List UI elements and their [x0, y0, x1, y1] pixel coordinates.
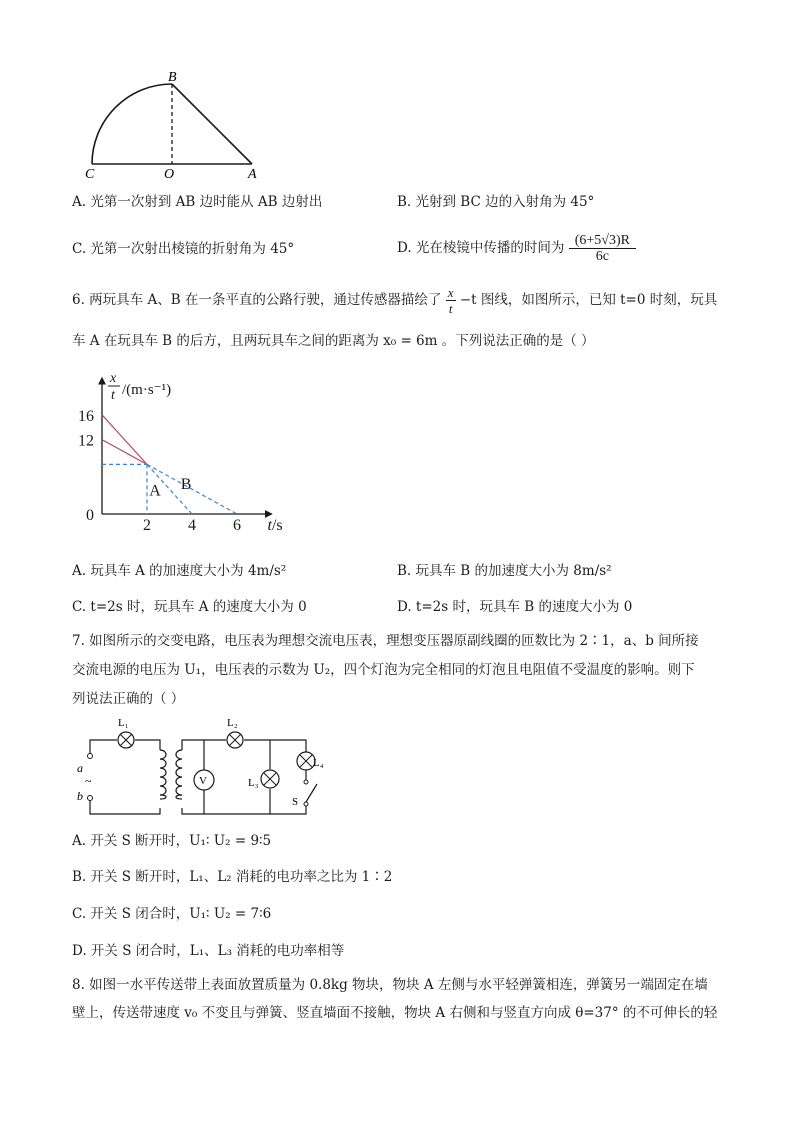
q6-option-b: B. 玩具车 B 的加速度大小为 8m/s²	[397, 563, 612, 579]
q6-stem-line2: 车 A 在玩具车 B 的后方，且两玩具车之间的距离为 x₀ = 6m 。下列说法正确的是（ ）	[72, 333, 595, 349]
q6-option-d: D. t=2s 时，玩具车 B 的速度大小为 0	[397, 599, 633, 615]
label-a: a	[77, 761, 83, 775]
primary-wire	[90, 800, 160, 814]
series-a-label: A	[149, 482, 161, 500]
label-l4: L₄	[313, 757, 324, 769]
q7-option-c: C. 开关 S 闭合时，U₁∶ U₂ = 7∶6	[72, 906, 272, 922]
terminal-a	[88, 754, 93, 759]
q6-option-a: A. 玩具车 A 的加速度大小为 4m/s²	[72, 563, 287, 579]
transformer-circuit	[70, 714, 330, 824]
q7-stem-line1: 7. 如图所示的交变电路，电压表为理想交流电压表，理想变压器原副线圈的匝数比为 2∶1，a、b 间所接	[72, 633, 699, 649]
primary-coil	[160, 750, 166, 799]
primary-wire	[135, 740, 160, 750]
q7-option-b: B. 开关 S 断开时，L₁、L₂ 消耗的电功率之比为 1∶2	[72, 869, 393, 885]
q8-stem-line2: 壁上，传送带速度 v₀ 不变且与弹簧、竖直墙面不接触，物块 A 右侧和与竖直方向成 θ=37° 的不可伸长的轻	[72, 1005, 718, 1021]
q5-option-c: C. 光第一次射出棱镜的折射角为 45°	[72, 241, 295, 257]
x-tick-label: 6	[233, 517, 241, 534]
label-a: A	[248, 167, 257, 180]
q8-stem-line1: 8. 如图一水平传送带上表面放置质量为 0.8kg 物块，物块 A 左侧与水平轻弹簧相连，弹簧另一端固定在墙	[72, 977, 708, 993]
q5-option-d-text: D. 光在棱镜中传播的时间为	[397, 240, 565, 256]
series-a-line-solid	[102, 415, 147, 465]
label-b: B	[168, 70, 177, 85]
q6-stem-text-a: 6. 两玩具车 A、B 在一条平直的公路行驶，通过传感器描绘了	[72, 292, 442, 308]
prism-arc	[92, 84, 172, 164]
lamp-l1	[118, 732, 134, 748]
q7-option-d: D. 开关 S 闭合时，L₁、L₃ 消耗的电功率相等	[72, 943, 345, 959]
voltmeter-label: V	[199, 775, 207, 787]
q6-option-c: C. t=2s 时，玩具车 A 的速度大小为 0	[72, 599, 307, 615]
q6-stem-fraction	[446, 285, 456, 316]
secondary-wire	[244, 740, 306, 752]
x-tick-label: 2	[143, 517, 151, 534]
lamp-l2	[227, 732, 243, 748]
y-tick-label: 12	[78, 432, 94, 450]
x-tick-label: 4	[188, 517, 196, 534]
x-axis-label: t/s	[267, 517, 283, 534]
terminal-b	[88, 796, 93, 801]
q7-stem-line3: 列说法正确的（ ）	[72, 691, 185, 707]
y-axis-label-numerator: x	[110, 371, 117, 386]
q6-stem-line1	[72, 282, 717, 318]
y-tick-label: 16	[78, 407, 94, 425]
series-b-label: B	[180, 476, 192, 494]
secondary-coil	[176, 750, 182, 799]
xt-chart	[70, 368, 310, 536]
y-axis-label-unit: /(m·s⁻¹)	[122, 382, 172, 398]
lamp-l3	[261, 770, 279, 788]
origin-label: 0	[86, 507, 94, 524]
q5-option-b: B. 光射到 BC 边的入射角为 45°	[397, 194, 595, 210]
fraction-numerator: x	[447, 285, 454, 300]
fraction-denominator: t	[448, 301, 453, 316]
switch-s	[306, 784, 317, 802]
secondary-wire	[182, 806, 306, 814]
ac-symbol: ~	[85, 774, 92, 788]
label-s: S	[292, 796, 299, 808]
label-l3: L₃	[248, 777, 259, 789]
q6-stem-text-b: −t 图线，如图所示，已知 t=0 时刻，玩具	[459, 292, 718, 308]
q5-option-d	[397, 226, 636, 270]
primary-wire	[90, 740, 117, 754]
label-b: b	[77, 789, 83, 803]
prism-figure	[80, 68, 270, 180]
q5-option-d-fraction	[569, 233, 636, 264]
q5-option-a: A. 光第一次射到 AB 边时能从 AB 边射出	[72, 194, 323, 210]
fraction-numerator: (6+5√3)R	[569, 233, 636, 249]
fraction-denominator: 6c	[595, 249, 609, 264]
label-o: O	[164, 167, 175, 180]
prism-edge-ab	[172, 84, 252, 164]
label-c: C	[85, 167, 95, 180]
series-b-line-solid	[102, 440, 147, 465]
y-axis-label-denominator: t	[111, 388, 115, 403]
q7-option-a: A. 开关 S 断开时，U₁∶ U₂ = 9∶5	[72, 833, 272, 849]
switch-contact	[304, 780, 308, 784]
q7-stem-line2: 交流电源的电压为 U₁，电压表的示数为 U₂，四个灯泡为完全相同的灯泡且电阻值不受温度的影响。则下	[72, 662, 695, 678]
label-l2: L₂	[227, 717, 238, 729]
switch-contact	[304, 802, 308, 806]
label-l1: L₁	[118, 717, 129, 729]
